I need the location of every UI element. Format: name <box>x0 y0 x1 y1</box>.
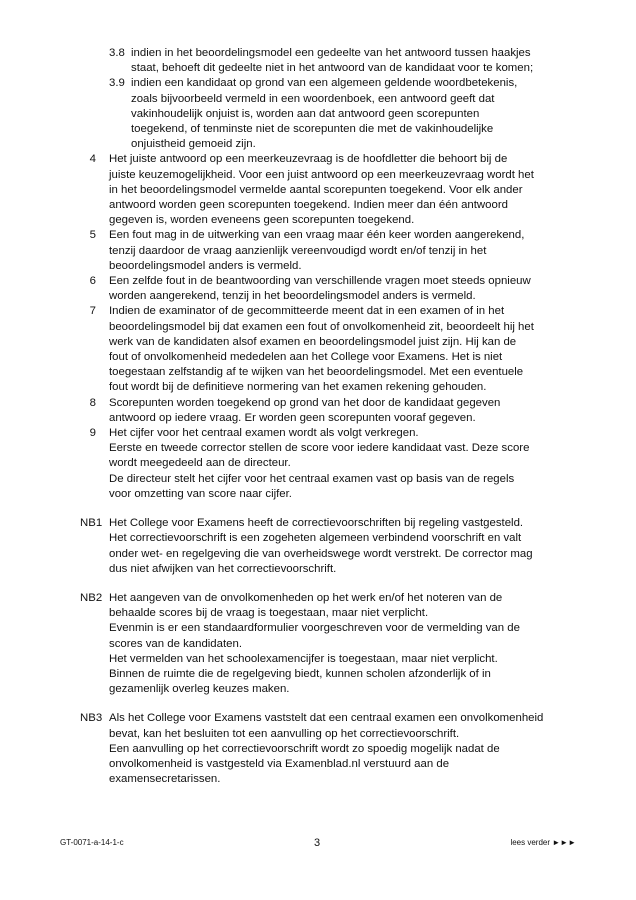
section-spacer <box>60 502 580 516</box>
text-line: scores van de kandidaten. <box>109 637 242 650</box>
rule-text <box>109 274 580 304</box>
rule-text <box>131 46 580 76</box>
rule-number: 6 <box>89 275 96 288</box>
rule-number: 8 <box>89 396 96 409</box>
note-text <box>109 516 580 577</box>
note-item <box>60 516 580 577</box>
rule-item <box>60 46 580 76</box>
rule-number: 9 <box>89 427 96 440</box>
rule-item <box>60 426 580 502</box>
text-line: bevat, kan het besluiten tot een aanvulling op het correctievoorschrift. <box>109 727 460 740</box>
text-line: De directeur stelt het cijfer voor het centraal examen vast op basis van de regels <box>109 472 515 485</box>
rule-text <box>109 396 580 426</box>
text-line: examensecretarissen. <box>109 773 221 786</box>
text-line: in het beoordelingsmodel vermelde aantal scorepunten toegekend. Voor elk ander <box>109 183 523 196</box>
note-text <box>109 711 580 787</box>
text-line: onjuistheid gemoeid zijn. <box>131 138 256 151</box>
rules-list <box>60 46 580 787</box>
continue-indicator: lees verder ►►► <box>510 838 576 847</box>
rule-number: 5 <box>89 229 96 242</box>
numbered-rules <box>60 46 580 502</box>
rule-item <box>60 304 580 395</box>
text-line: indien in het beoordelingsmodel een gedeelte van het antwoord tussen haakjes <box>131 47 531 59</box>
text-line: Het College voor Examens heeft de correctievoorschriften bij regeling vastgesteld. <box>109 517 524 530</box>
rule-number: 4 <box>89 153 96 166</box>
text-line: behaalde scores bij de vraag is toegestaan, maar niet verplicht. <box>109 607 429 620</box>
text-line: Als het College voor Examens vaststelt dat een centraal examen een onvolkomenheid <box>109 712 544 725</box>
notes-section <box>60 502 580 787</box>
rule-item <box>60 228 580 274</box>
rule-text <box>109 228 580 274</box>
note-label: NB2 <box>80 591 103 604</box>
rule-item <box>60 396 580 426</box>
text-line: gezamenlijk overleg keuzes maken. <box>109 683 290 696</box>
rule-text <box>109 304 580 395</box>
text-line: staat, behoeft dit gedeelte niet in het antwoord van de kandidaat voor te komen; <box>131 62 534 75</box>
rule-text <box>109 426 580 502</box>
text-line: Eerste en tweede corrector stellen de score voor iedere kandidaat vast. Deze score <box>109 442 530 455</box>
text-line: wordt meegedeeld aan de directeur. <box>109 457 291 470</box>
text-line: indien een kandidaat op grond van een algemeen geldende woordbetekenis, <box>131 77 518 90</box>
text-line: zoals bijvoorbeeld vermeld in een woordenboek, een antwoord geeft dat <box>131 92 495 105</box>
document-code: GT-0071-a-14-1-c <box>60 838 124 847</box>
rule-text <box>131 76 580 152</box>
text-line: Het correctievoorschrift is een zogeheten algemeen verbindend voorschrift en valt <box>109 532 522 545</box>
rule-text <box>109 152 580 228</box>
text-line: Indien de examinator of de gecommitteerde meent dat in een examen of in het <box>109 305 505 318</box>
page-footer <box>60 836 576 850</box>
rule-item <box>60 76 580 152</box>
text-line: Een zelfde fout in de beantwoording van verschillende vragen moet steeds opnieuw <box>109 275 531 288</box>
page-number: 3 <box>314 837 321 849</box>
text-line: antwoord worden geen scorepunten toegekend. Indien meer dan één antwoord <box>109 199 508 212</box>
text-line: werk van de kandidaten alsof examen en beoordelingsmodel juist zijn. Hij kan de <box>109 335 517 348</box>
text-line: Evenmin is er een standaardformulier voorgeschreven voor de vermelding van de <box>109 622 520 635</box>
text-line: beoordelingsmodel bij dat examen een fout of onvolkomenheid zit, beoordeelt hij het <box>109 320 534 333</box>
text-line: onder wet- en regelgeving die van overheidswege wordt verstrekt. De corrector mag <box>109 547 533 560</box>
text-line: Het cijfer voor het centraal examen wordt als volgt verkregen. <box>109 427 419 440</box>
text-line: worden aangerekend, tenzij in het beoordelingsmodel anders is vermeld. <box>109 290 476 303</box>
note-item <box>60 711 580 787</box>
note-label: NB3 <box>80 712 103 725</box>
rule-item <box>60 152 580 228</box>
text-line: Een aanvulling op het correctievoorschrift wordt zo spoedig mogelijk nadat de <box>109 742 500 755</box>
note-item <box>60 591 580 697</box>
section-spacer <box>60 697 580 711</box>
text-line: dus niet afwijken van het correctievoorschrift. <box>109 562 337 575</box>
text-line: onvolkomenheid is vastgesteld via Examenblad.nl verstuurd aan de <box>109 757 450 770</box>
rule-number: 7 <box>89 305 96 318</box>
text-line: Het vermelden van het schoolexamencijfer is toegestaan, maar niet verplicht. <box>109 652 498 665</box>
text-line: toegestaan zelfstandig af te wijken van het beoordelingsmodel. Met een eventuele <box>109 366 524 379</box>
text-line: juiste keuzemogelijkheid. Voor een juist antwoord op een meerkeuzevraag wordt het <box>109 168 534 181</box>
text-line: Scorepunten worden toegekend op grond van het door de kandidaat gegeven <box>109 396 501 409</box>
text-line: antwoord op iedere vraag. Er worden geen scorepunten vooraf gegeven. <box>109 411 476 424</box>
text-line: toegekend, of tenminste niet de scorepunten die met de vakinhoudelijke <box>131 123 494 136</box>
text-line: beoordelingsmodel anders is vermeld. <box>109 259 302 272</box>
text-line: gegeven is, worden eveneens geen scorepunten toegekend. <box>109 214 415 227</box>
rule-item <box>60 274 580 304</box>
text-line: Binnen de ruimte die de regelgeving biedt, kunnen scholen afzonderlijk of in <box>109 667 491 680</box>
text-line: vakinhoudelijk onjuist is, worden aan dat antwoord geen scorepunten <box>131 107 480 120</box>
text-line: Het juiste antwoord op een meerkeuzevraag is de hoofdletter die behoort bij de <box>109 153 508 166</box>
text-line: fout wordt bij de definitieve normering van het examen rekening gehouden. <box>109 381 487 394</box>
rule-number: 3.9 <box>109 77 125 90</box>
text-line: fout of onvolkomenheid mededelen aan het College voor Examens. Het is niet <box>109 351 503 364</box>
text-line: Het aangeven van de onvolkomenheden op het werk en/of het noteren van de <box>109 591 503 604</box>
note-label: NB1 <box>80 517 103 530</box>
note-text <box>109 591 580 697</box>
text-line: Een fout mag in de uitwerking van een vraag maar één keer worden aangerekend, <box>109 229 525 242</box>
rule-number: 3.8 <box>109 47 125 59</box>
section-spacer <box>60 577 580 591</box>
text-line: tenzij daardoor de vraag aanzienlijk vereenvoudigd wordt en/of tenzij in het <box>109 244 487 257</box>
text-line: voor omzetting van score naar cijfer. <box>109 487 292 500</box>
